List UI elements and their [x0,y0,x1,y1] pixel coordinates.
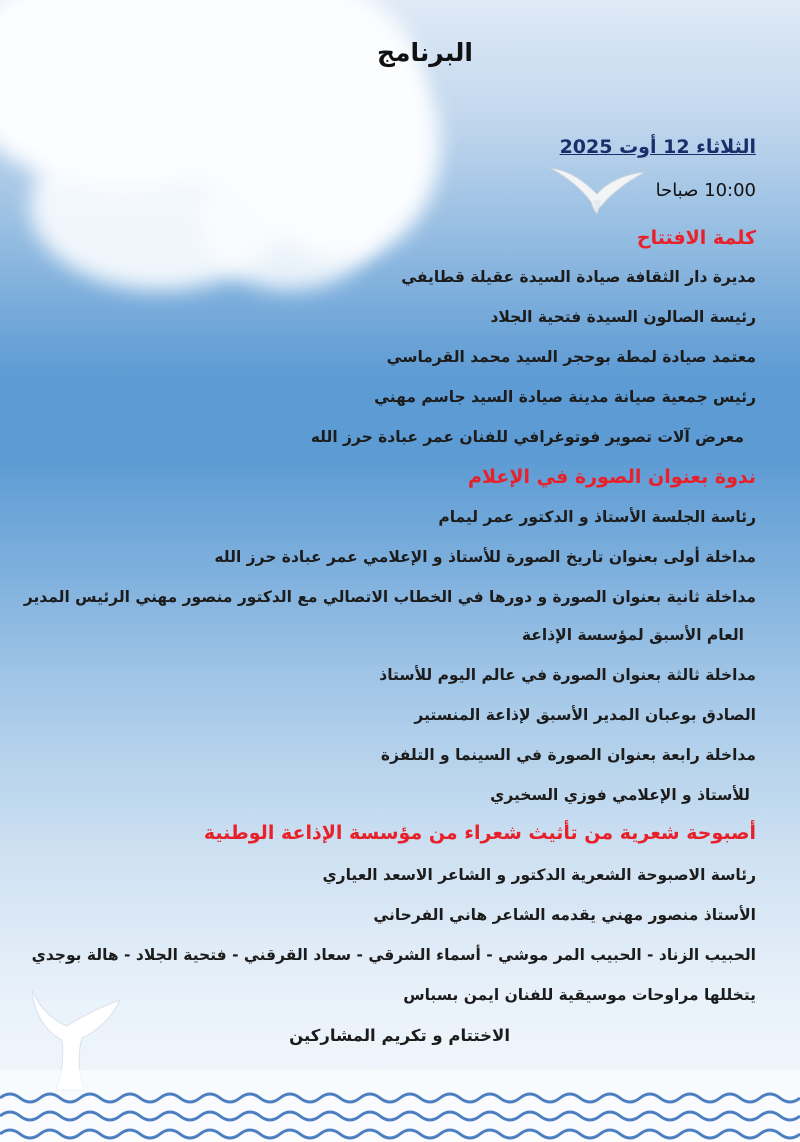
event-date: الثلاثاء 12 أوت 2025 [559,136,756,158]
program-line: مداخلة ثانية بعنوان الصورة و دورها في الخطاب الاتصالي مع الدكتور منصور مهني الرئيس المدير [23,588,756,606]
program-line: رئاسة الجلسة الأستاذ و الدكتور عمر ليمام [438,508,756,526]
program-line: رئيسة الصالون السيدة فتحية الجلاد [490,308,756,326]
program-line: مديرة دار الثقافة صيادة السيدة عقيلة قطايفي [401,268,756,286]
section-heading: كلمة الافتتاح [636,227,756,249]
section-heading: أصبوحة شعرية من تأثيث شعراء من مؤسسة الإذاعة الوطنية [203,822,756,844]
program-line: معرض آلات تصوير فوتوغرافي للفنان عمر عبادة حرز الله [310,428,744,446]
program-line: العام الأسبق لمؤسسة الإذاعة [521,626,744,644]
program-line: الأستاذ منصور مهني يقدمه الشاعر هاني الفرحاني [373,906,756,924]
program-line: رئيس جمعية صيانة مدينة صيادة السيد جاسم مهني [374,388,756,406]
event-time: 10:00 صباحا [655,180,756,201]
program-line: مداخلة ثالثة بعنوان الصورة في عالم اليوم للأستاذ [379,666,756,684]
program-line: الصادق بوعبان المدير الأسبق لإذاعة المنستير [414,706,756,724]
program-line: للأستاذ و الإعلامي فوزي السخيري [490,786,750,804]
closing-line: الاختتام و تكريم المشاركين [289,1026,510,1045]
program-line: رئاسة الاصبوحة الشعرية الدكتور و الشاعر الاسعد العياري [322,866,756,884]
section-heading: ندوة بعنوان الصورة في الإعلام [468,466,756,488]
program-line: مداخلة رابعة بعنوان الصورة في السينما و التلفزة [380,746,756,764]
wave-decoration [0,1070,800,1142]
program-line: الحبيب الزناد - الحبيب المر موشي - أسماء الشرقي - سعاد القرقني - فتحية الجلاد - هالة بوجدي [31,946,756,964]
page-title: البرنامج [377,38,473,67]
program-line: يتخللها مراوحات موسيقية للفنان ايمن بسباس [403,986,756,1004]
program-line: مداخلة أولى بعنوان تاريخ الصورة للأستاذ و الإعلامي عمر عبادة حرز الله [214,548,756,566]
program-line: معتمد صيادة لمطة بوحجر السيد محمد القرماسي [386,348,756,366]
